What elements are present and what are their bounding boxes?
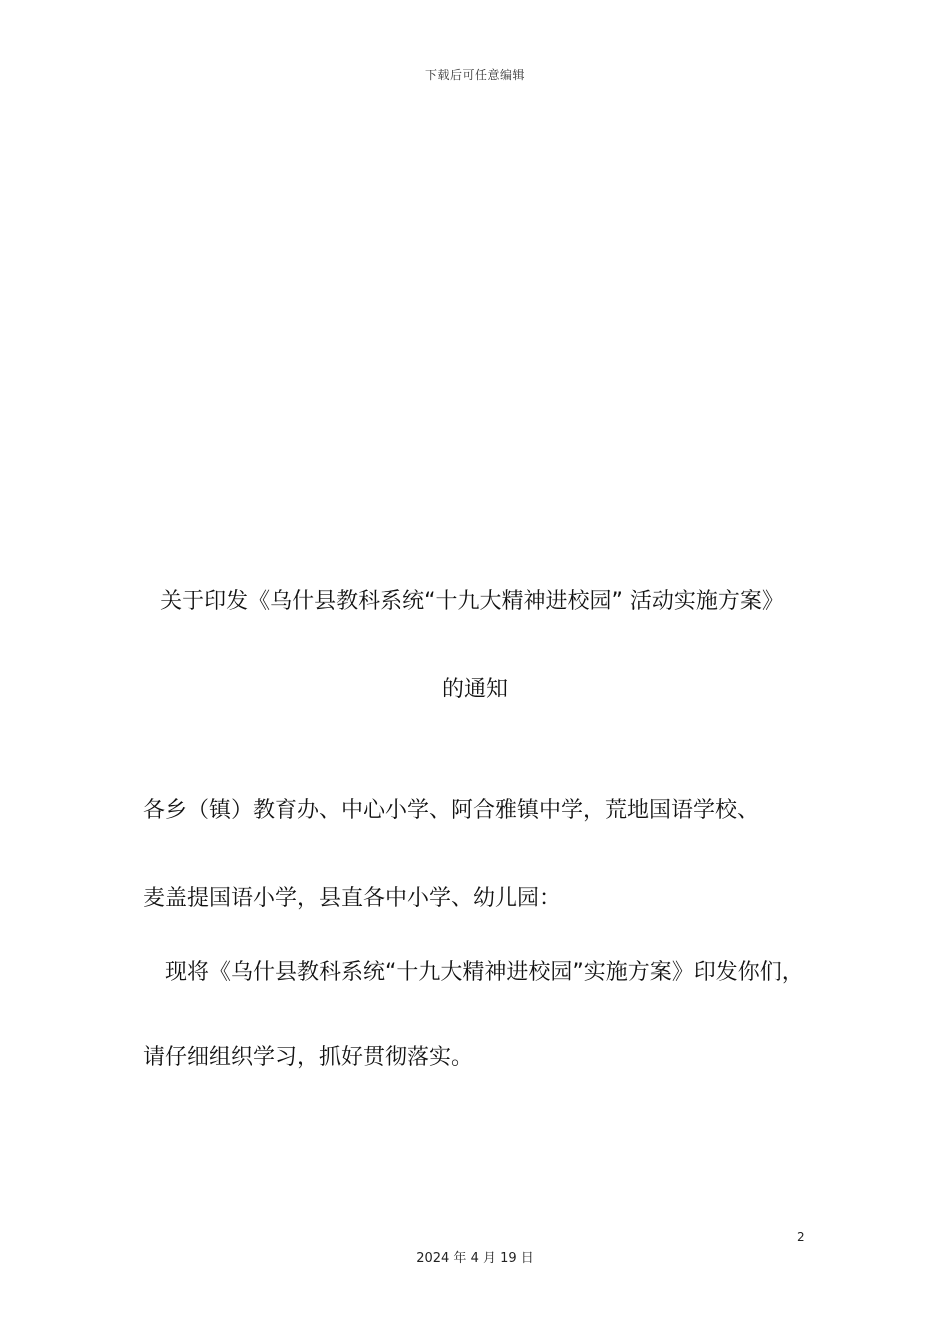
- body-paragraph-line-2: 请仔细组织学习，抓好贯彻落实。: [143, 1045, 474, 1070]
- document-title-line-1: 关于印发《乌什县教科系统“十九大精神进校园” 活动实施方案》: [160, 589, 784, 614]
- body-paragraph-line-1: 现将《乌什县教科系统“十九大精神进校园”实施方案》印发你们，: [165, 960, 804, 985]
- document-title-line-2: 的通知: [441, 677, 508, 702]
- footer-date: 2024 年 4 月 19 日: [416, 1251, 534, 1266]
- page-number: 2: [797, 1230, 805, 1244]
- header-note: 下载后可任意编辑: [424, 68, 525, 82]
- recipients-line-2: 麦盖提国语小学，县直各中小学、幼儿园：: [143, 886, 562, 911]
- recipients-line-1: 各乡（镇）教育办、中心小学、阿合雅镇中学，荒地国语学校、: [143, 798, 760, 823]
